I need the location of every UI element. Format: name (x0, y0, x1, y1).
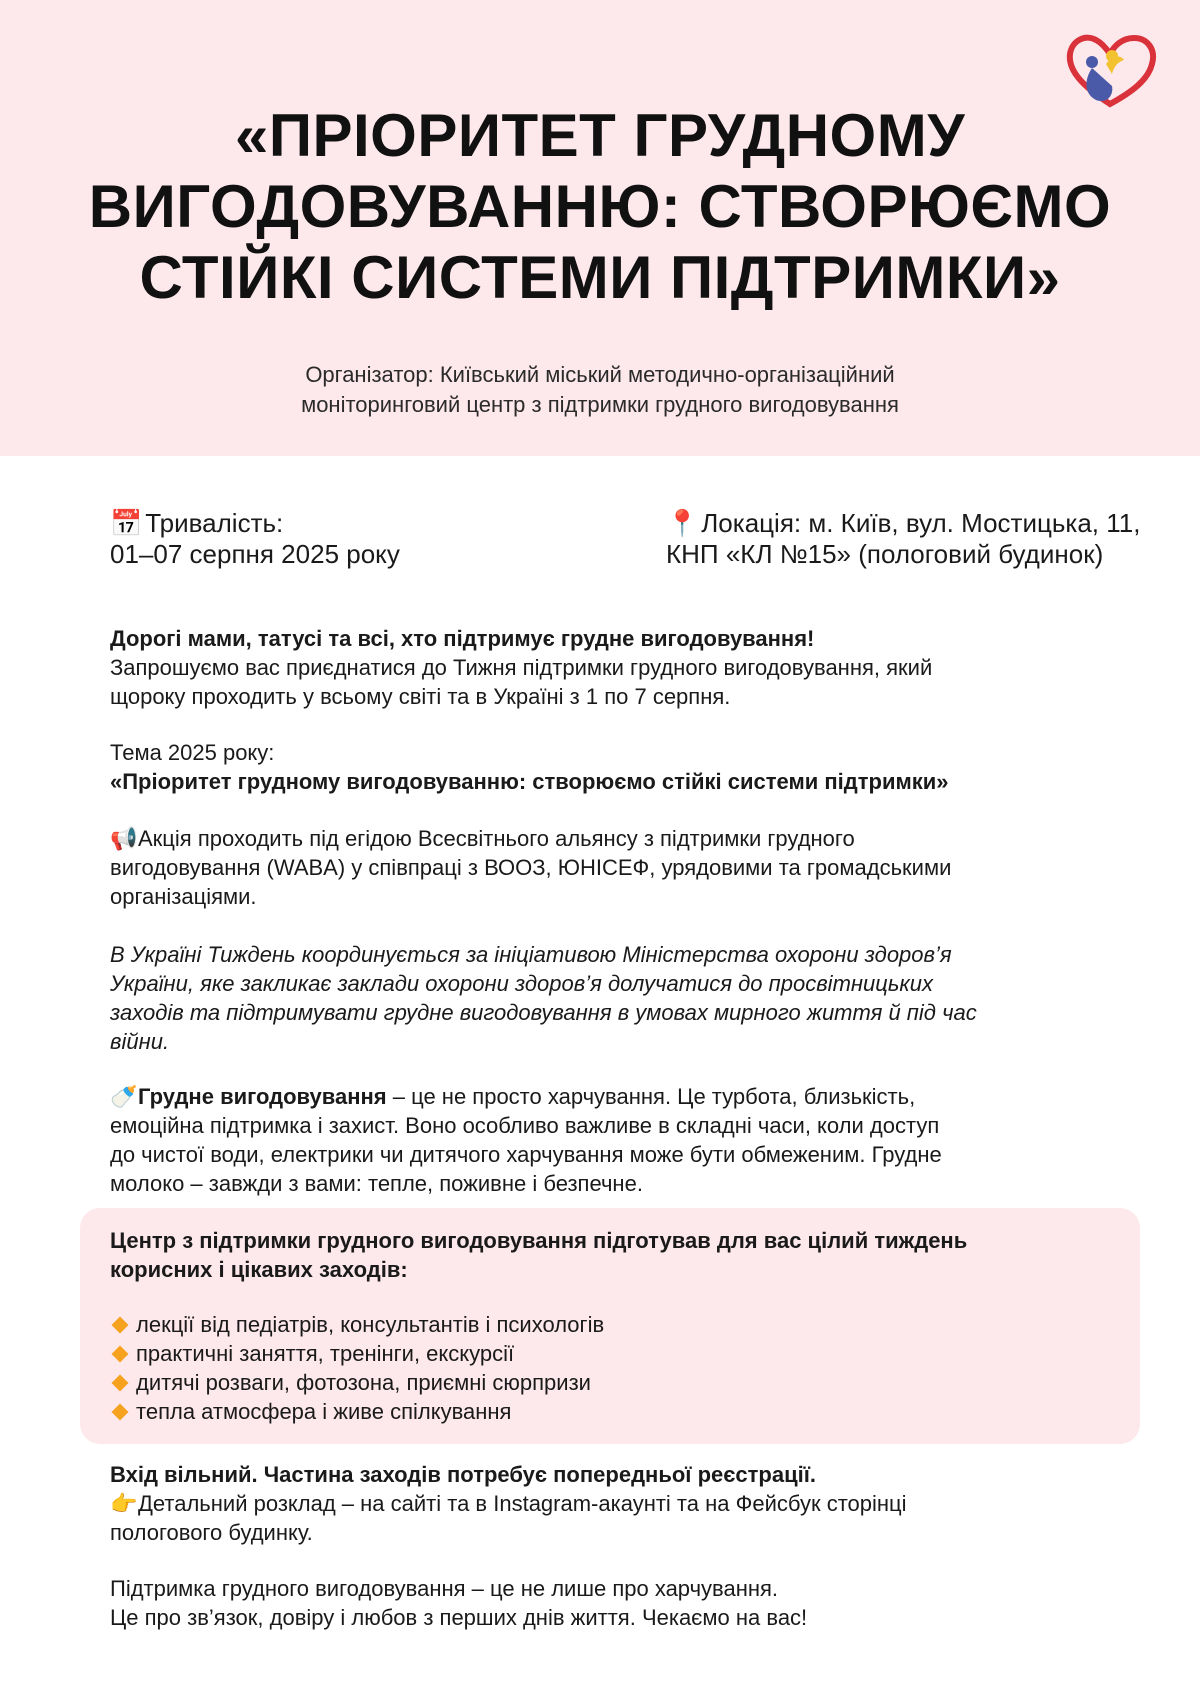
diamond-bullet-icon (112, 1346, 129, 1363)
greeting-heading: Дорогі мами, татусі та всі, хто підтримує грудне вигодовування! (110, 626, 815, 651)
duration-value: 01–07 серпня 2025 року (110, 539, 400, 569)
theme-value: «Пріоритет грудному вигодовуванню: створюємо стійкі системи підтримки» (110, 769, 949, 794)
title-line: СТІЙКІ СИСТЕМИ ПІДТРИМКИ» (139, 244, 1061, 311)
duration-label: Тривалість: (145, 508, 284, 538)
title-line: ВИГОДОВУВАННЮ: СТВОРЮЄМО (88, 173, 1112, 240)
theme-section (110, 738, 1110, 796)
entry-heading: Вхід вільний. Частина заходів потребує попередньої реєстрації. (110, 1462, 817, 1487)
events-heading: Центр з підтримки грудного вигодовування підготував для вас цілий тиждень (110, 1228, 968, 1253)
page-title (80, 100, 1120, 313)
diamond-bullet-icon (112, 1317, 129, 1334)
megaphone-icon: 📢 (110, 826, 138, 851)
greeting-line: щороку проходить у всьому світі та в Україні з 1 по 7 серпня. (110, 684, 731, 709)
waba-section: 📢Акція проходить під егідою Всесвітнього альянсу з підтримки грудного вигодовування (WABA) у співпраці з ВООЗ, ЮНІСЕФ, урядовими та громадськими організаціями. (110, 826, 952, 909)
list-item: практичні заняття, тренінги, екскурсії (110, 1339, 1110, 1368)
location-info (666, 508, 1166, 570)
header-banner (0, 0, 1200, 456)
pointing-hand-icon: 👉 (110, 1491, 138, 1516)
list-item: лекції від педіатрів, консультантів і психологів (110, 1310, 1110, 1339)
theme-label: Тема 2025 року: (110, 740, 275, 765)
location-line: КНП «КЛ №15» (пологовий будинок) (666, 539, 1104, 569)
location-line: Локація: м. Київ, вул. Мостицька, 11, (701, 508, 1141, 538)
pin-icon: 📍 (666, 508, 699, 538)
duration-info (110, 508, 590, 570)
greeting-section (110, 624, 1110, 711)
baby-bottle-icon: 🍼 (110, 1084, 138, 1109)
list-item: дитячі розваги, фотозона, приємні сюрпризи (110, 1368, 1110, 1397)
list-item: тепла атмосфера і живе спілкування (110, 1397, 1110, 1426)
organizer-text: Організатор: Київський міський методично-організаційний моніторинговий центр з підтримки грудного вигодовування (301, 362, 899, 417)
closing-section: Підтримка грудного вигодовування – це не лише про харчування. Це про зв’язок, довіру і любов з перших днів життя. Чекаємо на вас! (110, 1576, 808, 1630)
diamond-bullet-icon (112, 1404, 129, 1421)
events-section: Центр з підтримки грудного вигодовування підготував для вас цілий тиждень корисних і цікавих заходів: лекції від педіатрів, консультантів і психологів практичні заняття, тренінги, екскурсії дитячі розваги, фотозона, приємні сюрпризи тепла атмосфера і живе спілкування (110, 1226, 1110, 1426)
greeting-line: Запрошуємо вас приєднатися до Тижня підтримки грудного вигодовування, який (110, 655, 933, 680)
ukraine-section: В Україні Тиждень координується за ініціативою Міністерства охорони здоров’я України, яке закликає заклади охорони здоров’я долучатися до просвітницьких заходів та підтримувати грудне вигодовування в умовах мирного життя й під час війни. (110, 942, 977, 1054)
entry-section: Вхід вільний. Частина заходів потребує попередньої реєстрації. 👉Детальний розклад – на сайті та в Instagram-акаунті та на Фейсбук сторінці пологового будинку. (110, 1460, 1110, 1547)
breastfeeding-section: 🍼Грудне вигодовування – це не просто харчування. Це турбота, близькість, емоційна підтримка і захист. Воно особливо важливе в складні часи, коли доступ до чистої води, електрики чи дитячого харчування може бути обмеженим. Грудне молоко – завжди з вами: тепле, поживне і безпечне. (110, 1084, 942, 1196)
diamond-bullet-icon (112, 1375, 129, 1392)
title-line: «ПРІОРИТЕТ ГРУДНОМУ (234, 102, 966, 169)
calendar-icon: 📅 (110, 508, 143, 538)
